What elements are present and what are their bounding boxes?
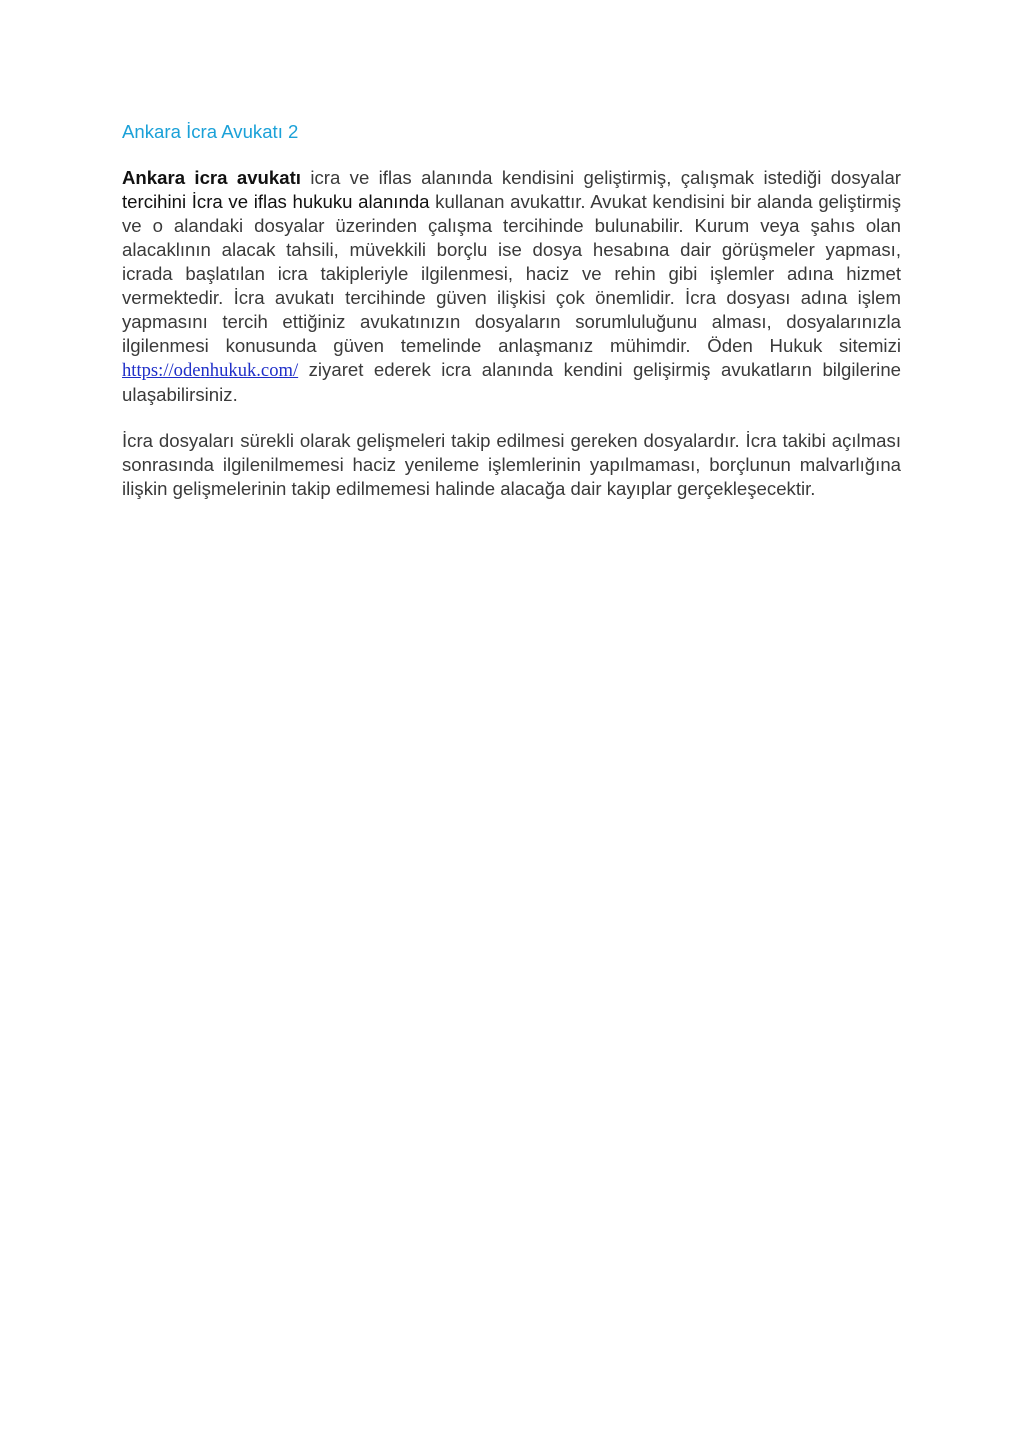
keyword-ankara-icra-avukati: Ankara icra avukatı <box>122 167 301 188</box>
odenhukuk-link[interactable]: https://odenhukuk.com/ <box>122 360 299 381</box>
paragraph-2: İcra dosyaları sürekli olarak gelişmeleri takip edilmesi gereken dosyalardır. İcra takibi açılması sonrasında ilgilenilmemesi haciz yenileme işlemlerinin yapılmaması, borçlunun malvarlığına ilişkin gelişmelerinin takip edilmemesi halinde alacağa dair kayıplar gerçekleşecektir. <box>122 430 901 499</box>
paragraph-1-text-c: ziyaret ederek icra alanında kendini gelişirmiş avukatların bilgilerine ulaşabilirsiniz. <box>122 359 901 405</box>
document-content <box>122 120 901 523</box>
document-title: Ankara İcra Avukatı 2 <box>122 121 299 142</box>
keyword-icra-iflas-hukuku: tercihini İcra ve iflas hukuku alanında <box>122 191 430 212</box>
paragraph-1-text-b: kullanan avukattır. Avukat kendisini bir alanda geliştirmiş ve o alandaki dosyalar üzerinden çalışma tercihinde bulunabilir. Kurum veya şahıs olan alacaklının alacak tahsili, müvekkili borçlu ise dosya hesabına dair görüşmeler yapması, icrada başlatılan icra takipleriyle ilgilenmesi, haciz ve rehin gibi işlemler adına hizmet vermektedir. İcra avukatı tercihinde güven ilişkisi çok önemlidir. İcra dosyası adına işlem yapmasını tercih ettiğiniz avukatınızın dosyaların sorumluluğunu alması, dosyalarınızla ilgilenmesi konusunda güven temelinde anlaşmanız mühimdir. Öden Hukuk sitemizi <box>122 191 901 356</box>
paragraph-1 <box>122 166 901 407</box>
paragraph-1-text-a: icra ve iflas alanında kendisini geliştirmiş, çalışmak istediği dosyalar <box>300 167 901 188</box>
